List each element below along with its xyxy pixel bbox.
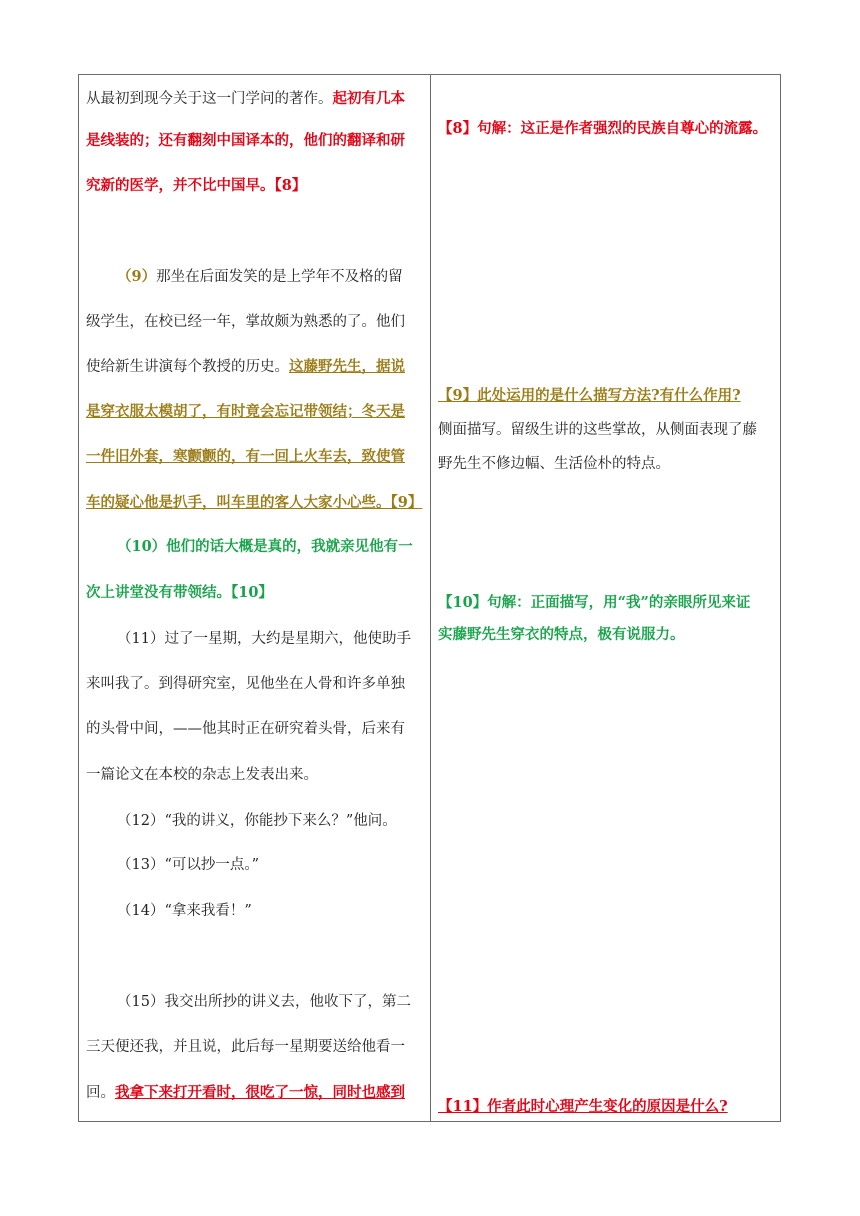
note-8: 【8】句解：这正是作者强烈的民族自尊心的流露。: [438, 120, 768, 137]
p15-line-3: 回。我拿下来打开看时，很吃了一惊，同时也感到: [86, 1084, 405, 1101]
note-10-line-2: 实藤野先生穿衣的特点，极有说服力。: [438, 626, 685, 643]
p9-line-5: 一件旧外套，寒颤颤的，有一回上火车去，致使管: [86, 448, 405, 465]
p14-line: （14）“拿来我看！”: [117, 903, 252, 919]
p8-line-2: 是线装的；还有翻刻中国译本的，他们的翻译和研: [86, 132, 405, 149]
p10-line-1: （10）他们的话大概是真的，我就亲见他有一: [117, 538, 413, 555]
note-11-title: 【11】作者此时心理产生变化的原因是什么?: [438, 1098, 728, 1115]
note-10-line-1: 【10】句解：正面描写，用“我”的亲眼所见来证: [438, 594, 751, 611]
p11-line-1: （11）过了一星期，大约是星期六，他使助手: [117, 631, 411, 647]
p9-line-3: 使给新生讲演每个教授的历史。这藤野先生，据说: [86, 358, 405, 375]
p12-line: （12）“我的讲义，你能抄下来么？”他问。: [117, 813, 397, 829]
p9-line-4: 是穿衣服太模胡了，有时竟会忘记带领结；冬天是: [86, 403, 405, 420]
p8-line-3: 究新的医学，并不比中国早。【8】: [86, 177, 307, 194]
column-divider: [430, 75, 431, 1121]
p9-line-1: （9）那坐在后面发笑的是上学年不及格的留: [117, 268, 403, 285]
p13-line: （13）“可以抄一点。”: [117, 857, 260, 873]
p9-line-2: 级学生，在校已经一年，掌故颇为熟悉的了。他们: [86, 314, 405, 330]
p10-line-2: 次上讲堂没有带领结。【10】: [86, 584, 273, 601]
note-9-title: 【9】此处运用的是什么描写方法?有什么作用?: [438, 387, 741, 404]
p11-line-2: 来叫我了。到得研究室，见他坐在人骨和许多单独: [86, 676, 405, 692]
p11-line-3: 的头骨中间，——他其时正在研究着头骨，后来有: [86, 721, 405, 737]
p8-line-1: 从最初到现今关于这一门学问的著作。起初有几本: [86, 90, 405, 107]
p15-line-2: 三天便还我，并且说，此后每一星期要送给他看一: [86, 1039, 405, 1055]
note-9-body-1: 侧面描写。留级生讲的这些掌故，从侧面表现了藤: [438, 422, 757, 438]
p11-line-4: 一篇论文在本校的杂志上发表出来。: [86, 767, 318, 783]
annotation-table: [78, 74, 781, 1122]
note-9-body-2: 野先生不修边幅、生活俭朴的特点。: [438, 456, 670, 472]
p9-line-6: 车的疑心他是扒手，叫车里的客人大家小心些。【9】: [86, 494, 423, 511]
p15-line-1: （15）我交出所抄的讲义去，他收下了，第二: [117, 994, 411, 1010]
